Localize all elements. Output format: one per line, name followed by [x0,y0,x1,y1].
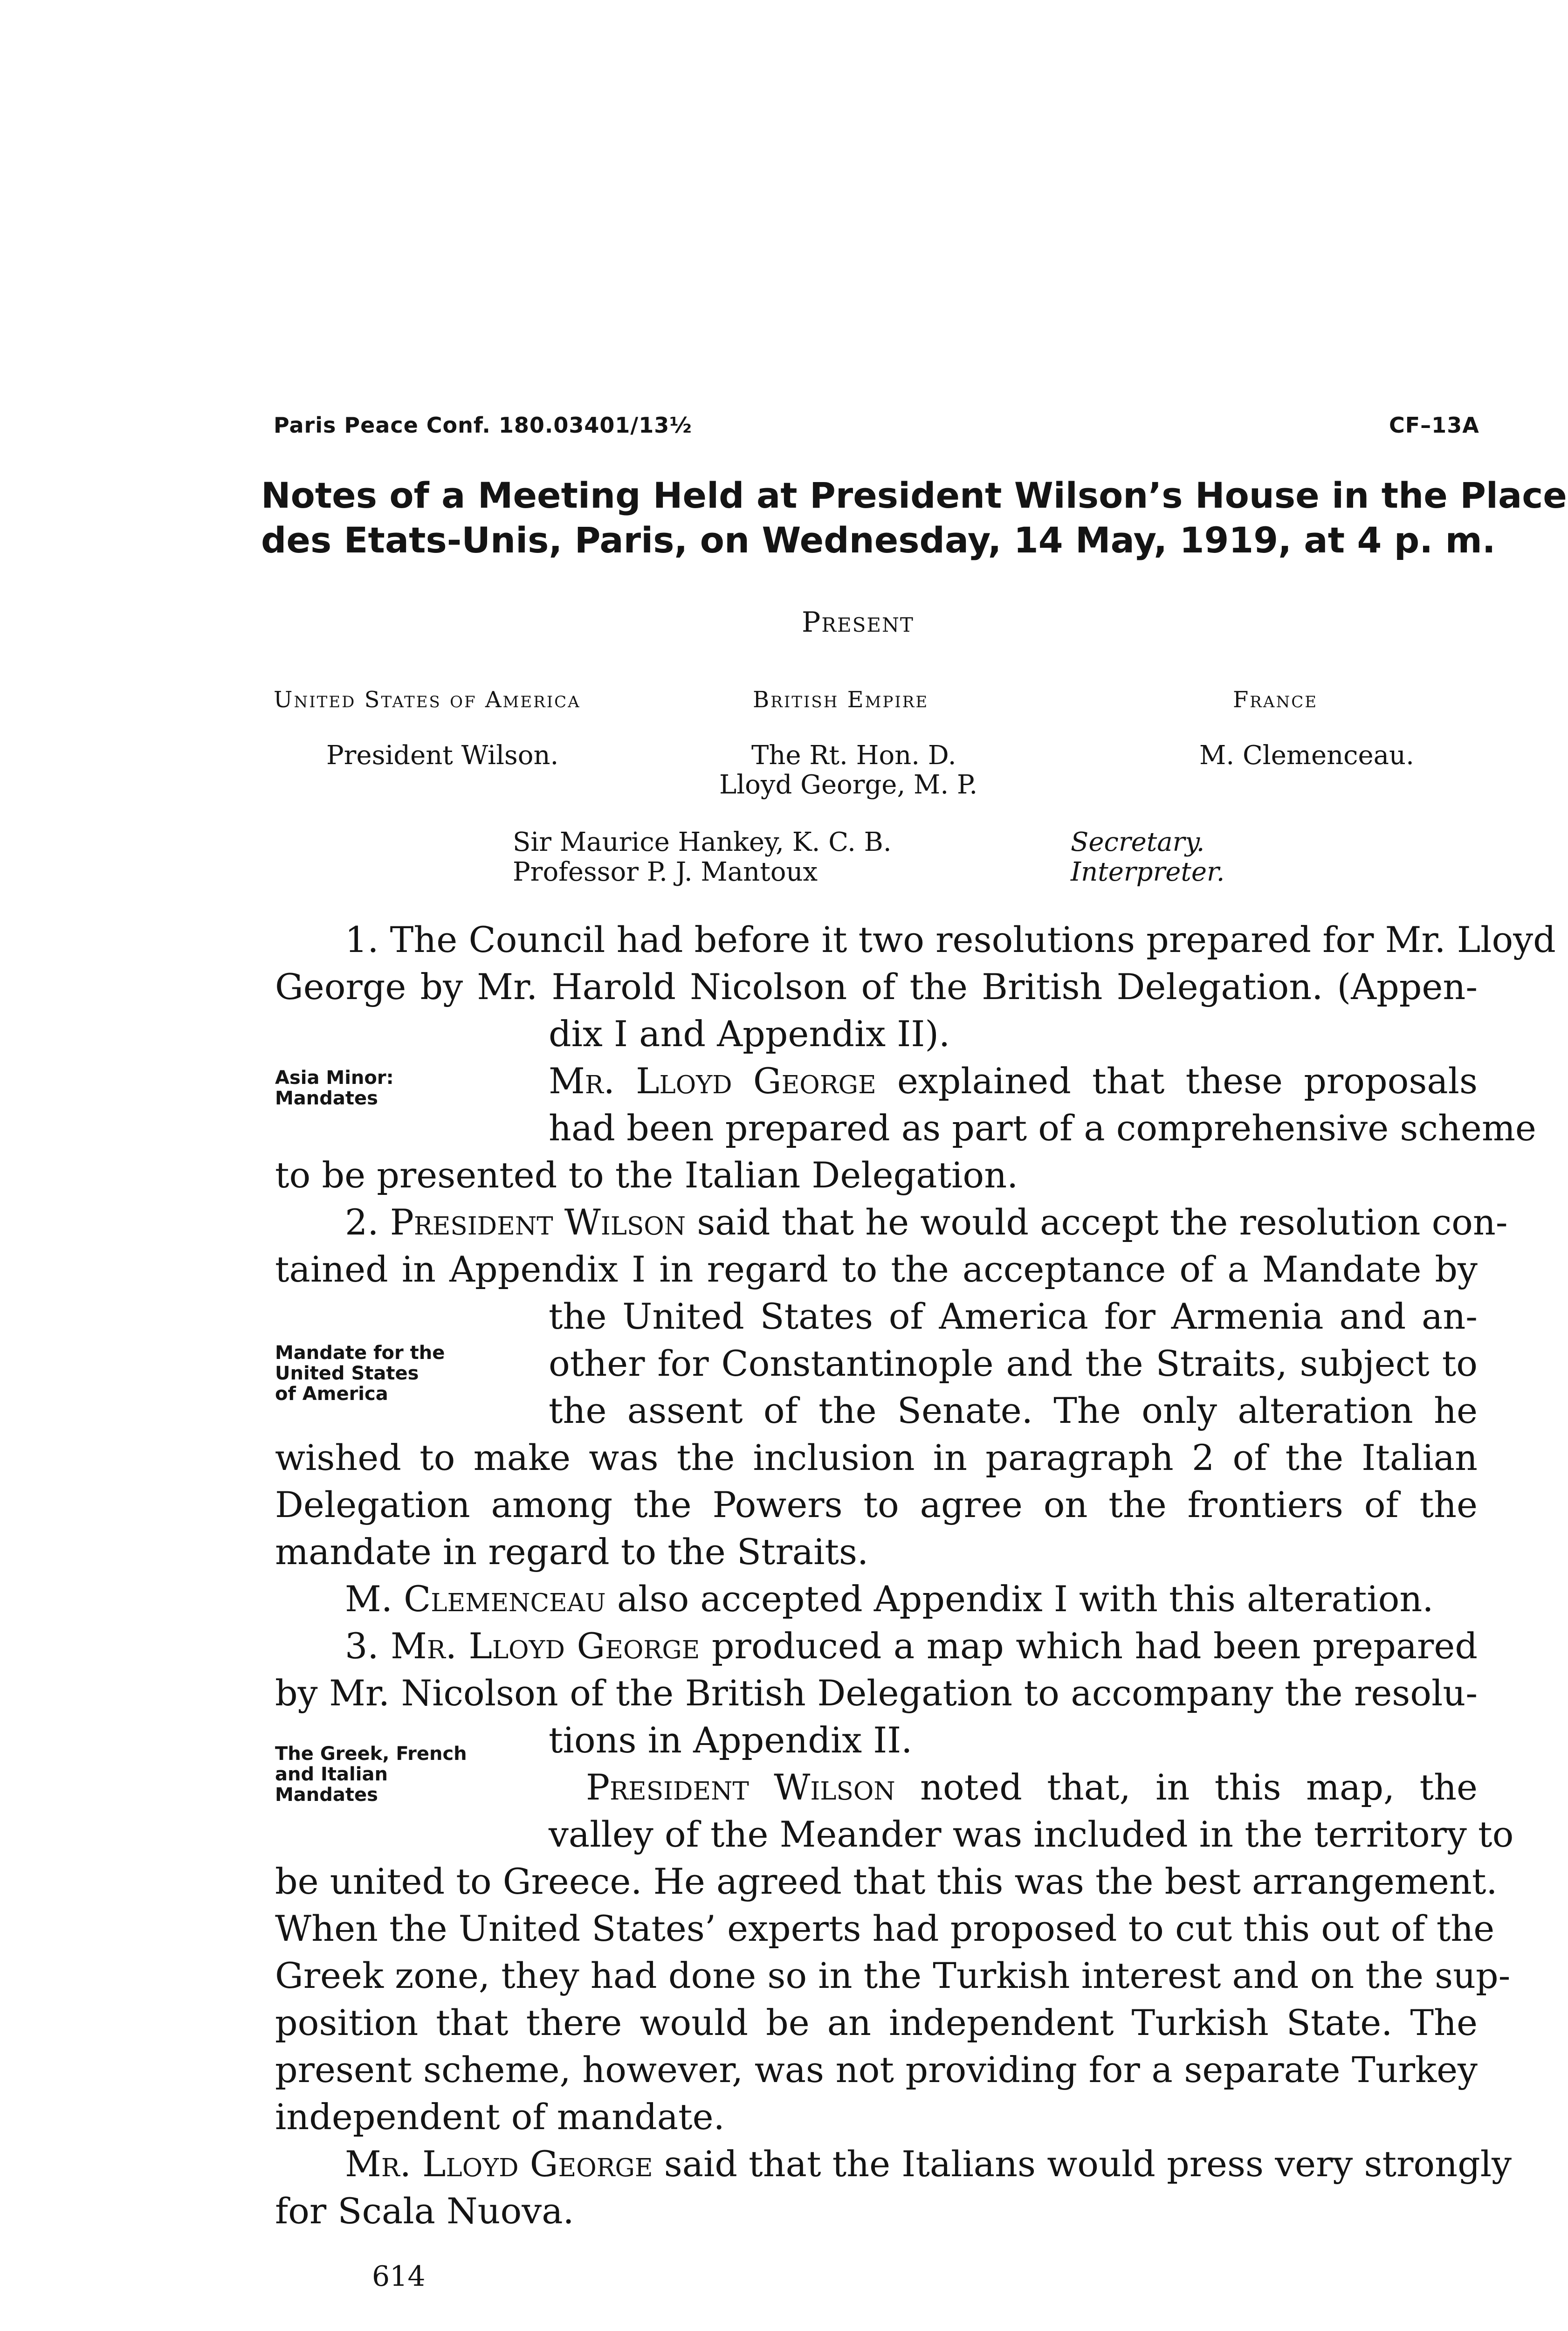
country-british-empire: British Empire [753,687,929,713]
staff-hankey: Sir Maurice Hankey, K. C. B. [513,827,892,857]
title-line-1: Notes of a Meeting Held at President Wilson’s House in the Place [261,475,1567,516]
p6-line-6: position that there would be an independent Turkish State. The [275,2002,1478,2043]
page-number: 614 [372,2260,426,2293]
p2-line-2: had been prepared as part of a comprehensive scheme [549,1107,1536,1149]
p6-line-8: independent of mandate. [275,2096,725,2138]
country-france: France [1233,687,1318,713]
p6-line-5: Greek zone, they had done so in the Turkish interest and on the sup- [275,1955,1511,1996]
member-wilson: President Wilson. [326,740,559,771]
p3-line-4: other for Constantinople and the Straits, subject to [549,1343,1478,1384]
page-title [261,473,1567,563]
margin-note-asia-minor: Asia Minor: Mandates [275,1067,394,1109]
p7-line-2: for Scala Nuova. [275,2190,574,2232]
staff-hankey-role: Secretary. [1071,827,1205,857]
p3-line-6: wished to make was the inclusion in paragraph 2 of the Italian [275,1437,1478,1478]
p4-line-1: M. Clemenceau also accepted Appendix I with this alteration. [345,1578,1434,1620]
p6-line-1: President Wilson noted that, in this map, the [586,1766,1478,1808]
p7-line-1: Mr. Lloyd George said that the Italians would press very strongly [345,2143,1512,2185]
p6-line-7: present scheme, however, was not providing for a separate Turkey [275,2049,1478,2090]
p2-line-1: Mr. Lloyd George explained that these proposals [549,1060,1478,1102]
p3-line-2: tained in Appendix I in regard to the acceptance of a Mandate by [275,1248,1478,1290]
margin-note-greek-mandates: The Greek, French and Italian Mandates [275,1743,467,1806]
p3-line-7: Delegation among the Powers to agree on the frontiers of the [275,1484,1478,1525]
p2-line-3: to be presented to the Italian Delegation. [275,1154,1018,1196]
p3-line-5: the assent of the Senate. The only alteration he [549,1390,1478,1431]
p1-line-3: dix I and Appendix II). [549,1013,950,1055]
p1-line-1: 1. The Council had before it two resolutions prepared for Mr. Lloyd [345,919,1556,960]
staff-mantoux: Professor P. J. Mantoux [513,857,818,887]
margin-note-us-mandate: Mandate for the United States of America [275,1342,445,1405]
p5-line-1: 3. Mr. Lloyd George produced a map which had been prepared [345,1625,1478,1667]
p5-line-2: by Mr. Nicolson of the British Delegation to accompany the resolu- [275,1672,1478,1714]
speaker-wilson: President Wilson [390,1201,686,1243]
title-line-2: des Etats-Unis, Paris, on Wednesday, 14 May, 1919, at 4 p. m. [261,519,1496,561]
p3-line-3: the United States of America for Armenia and an- [549,1296,1478,1337]
p6-line-3: be united to Greece. He agreed that this was the best arrangement. [275,1861,1498,1902]
country-usa: United States of America [274,687,581,713]
member-lloyd-george-line2: Lloyd George, M. P. [719,770,978,800]
file-reference: Paris Peace Conf. 180.03401/13½ [274,413,692,438]
p6-line-2: valley of the Meander was included in the territory to [549,1814,1514,1855]
document-code: CF–13A [1389,413,1479,438]
p6-line-4: When the United States’ experts had proposed to cut this out of the [275,1908,1495,1949]
member-lloyd-george-line1: The Rt. Hon. D. [751,740,956,771]
member-clemenceau: M. Clemenceau. [1199,740,1414,771]
staff-mantoux-role: Interpreter. [1071,857,1225,887]
p3-line-1: 2. President Wilson said that he would accept the resolution con- [345,1201,1508,1243]
p5-line-3: tions in Appendix II. [549,1719,913,1761]
p3-line-8: mandate in regard to the Straits. [275,1531,869,1572]
speaker-lloyd-george: Mr. Lloyd George [549,1060,876,1102]
speaker-clemenceau: M. Clemenceau [345,1578,606,1620]
present-heading: Present [802,606,914,639]
p1-line-2: George by Mr. Harold Nicolson of the British Delegation. (Appen- [275,966,1478,1007]
